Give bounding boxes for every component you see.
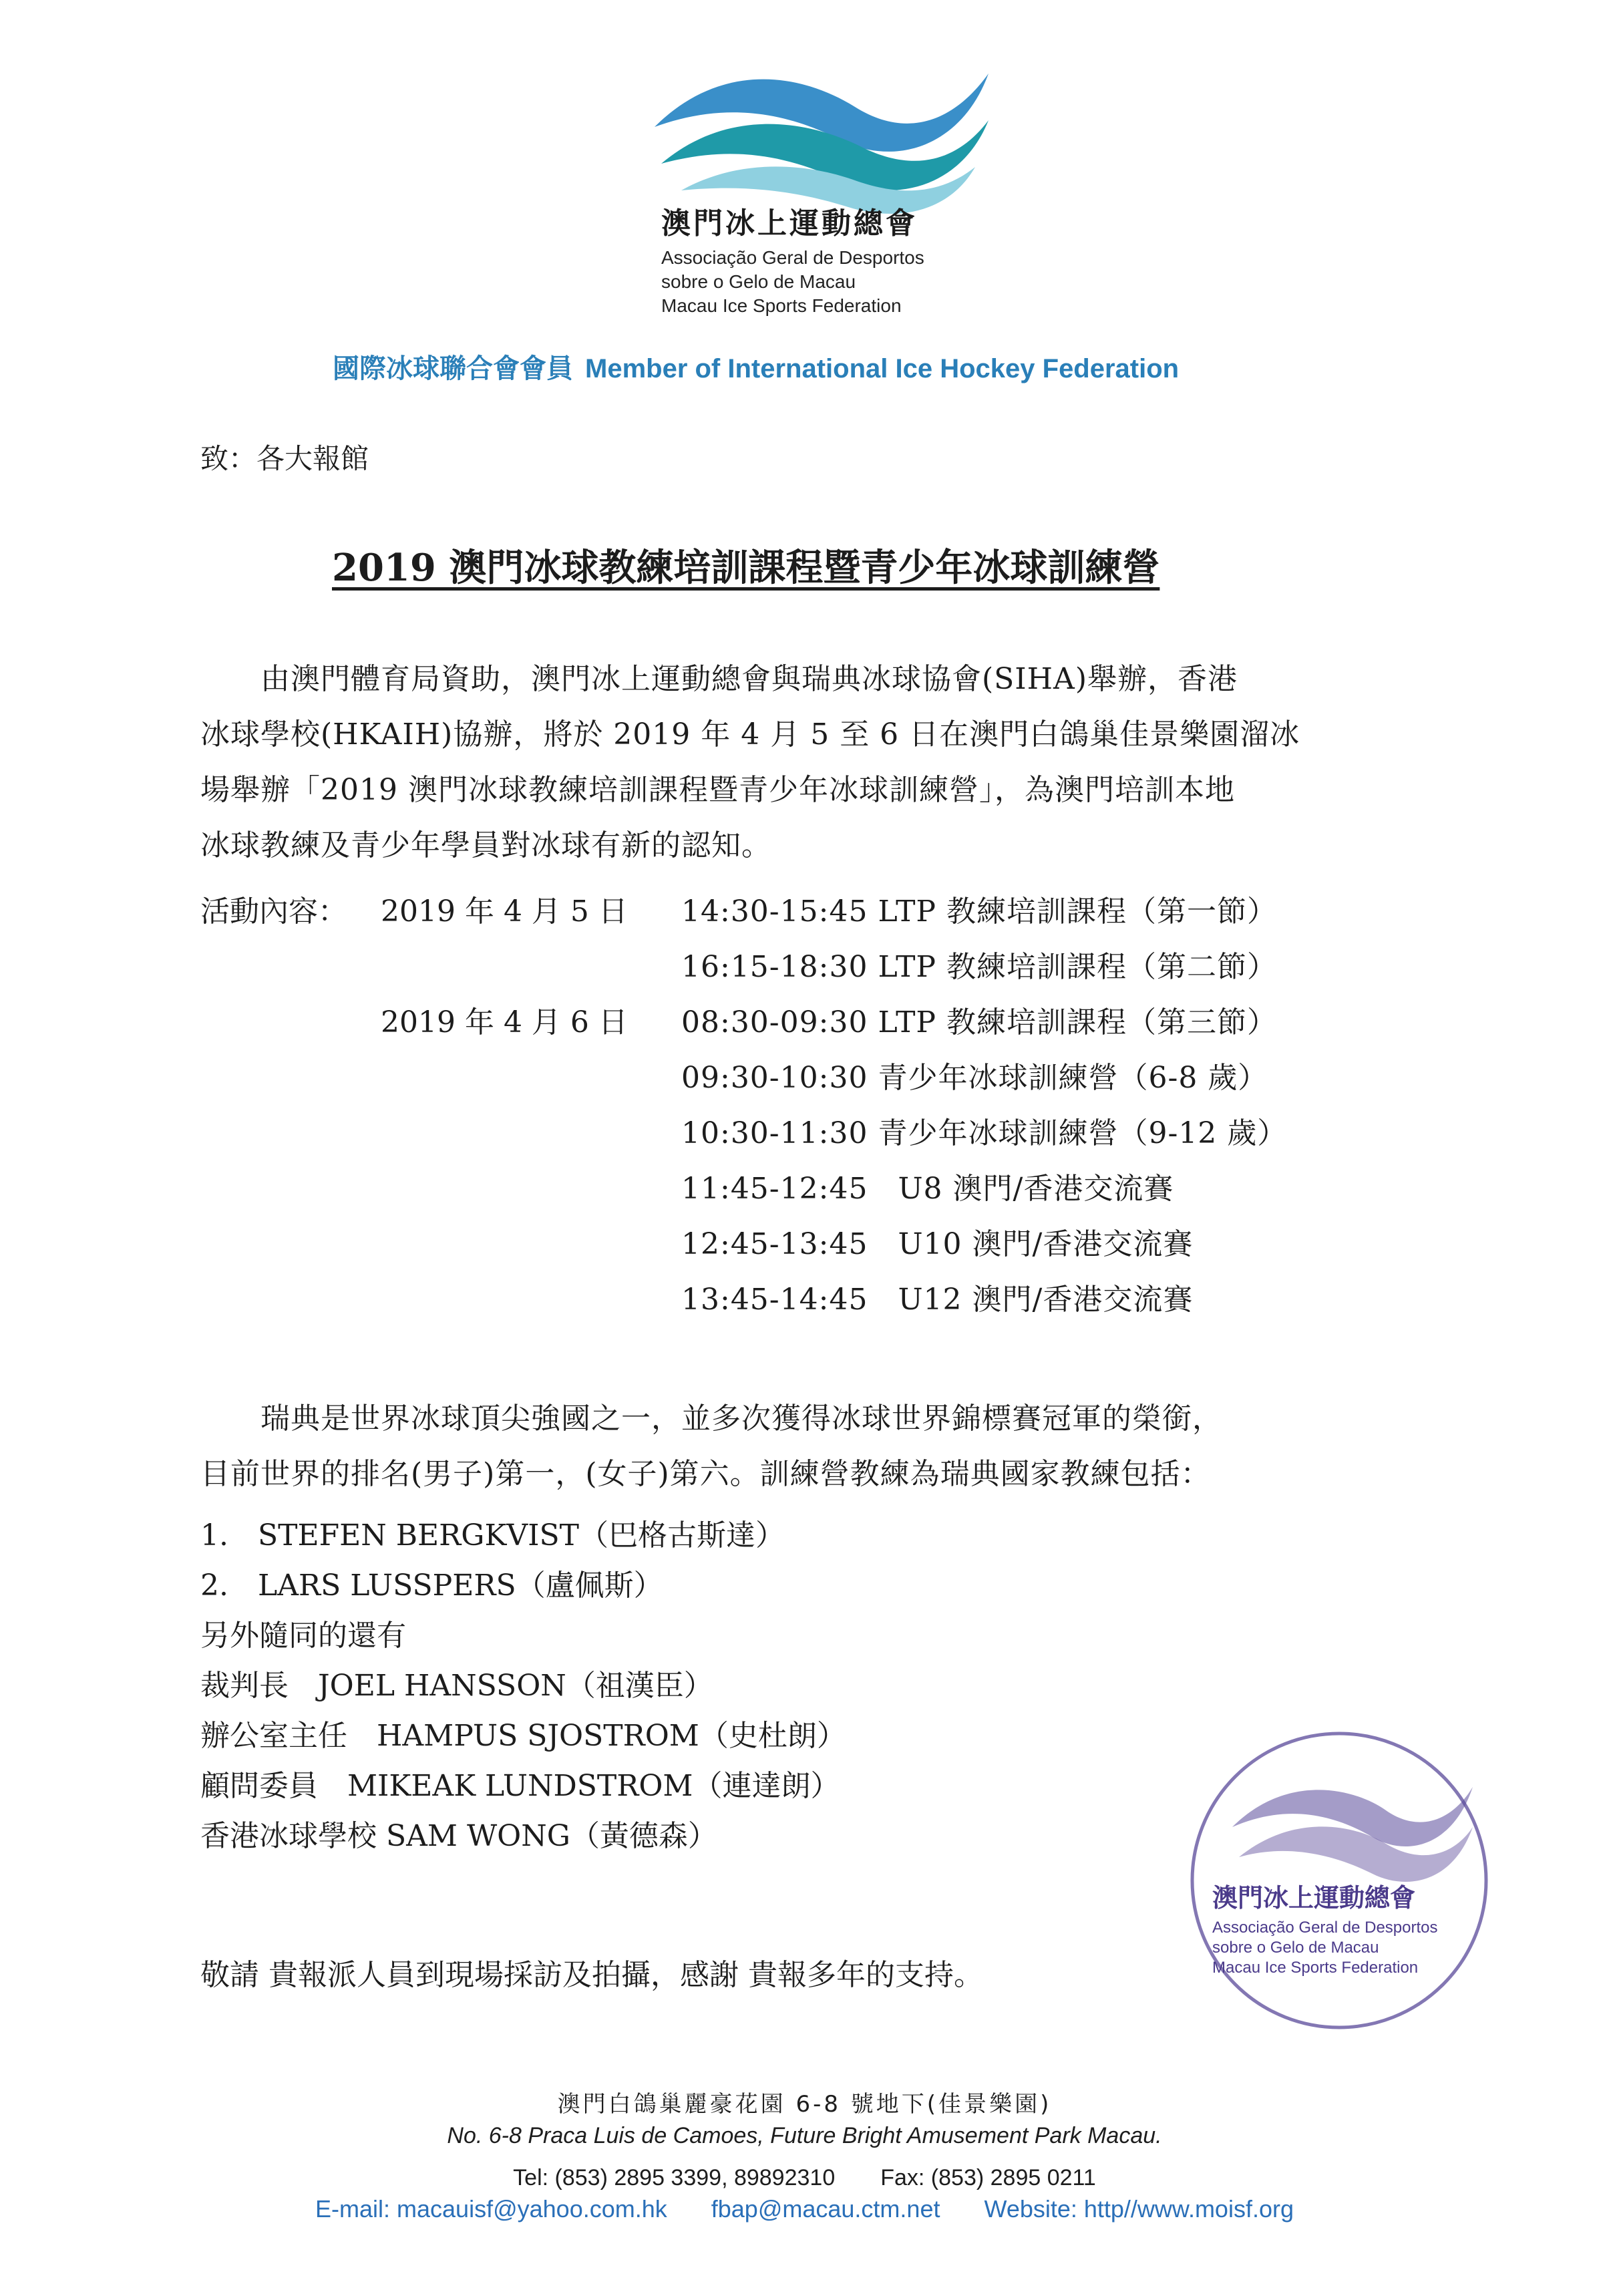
intro-line: 場舉辦「2019 澳門冰球教練培訓課程暨青少年冰球訓練營」，為澳門培訓本地	[200, 773, 1235, 807]
coach-item: 1. STEFEN BERGKVIST（巴格古斯達）	[200, 1518, 785, 1552]
schedule-item: 12:45-13:45 U10 澳門/香港交流賽	[681, 1227, 1194, 1261]
stamp-text	[1212, 1877, 1438, 1978]
footer-website-link[interactable]: Website: http//www.moisf.org	[984, 2195, 1294, 2223]
accompany-item: 香港冰球學校 SAM WONG（黃德森）	[200, 1819, 717, 1853]
footer-phone: Tel: (853) 2895 3399, 89892310 Fax: (853) 2895 0211	[513, 2165, 1096, 2190]
org-name-pt-line2: sobre o Gelo de Macau	[661, 271, 856, 292]
accompany-item: 裁判長 JOEL HANSSON（祖漢臣）	[200, 1669, 713, 1703]
membership-line	[333, 347, 1179, 385]
member-en: Member of International Ice Hockey Federation	[585, 354, 1180, 383]
letter-title: 2019 澳門冰球教練培訓課程暨青少年冰球訓練營	[332, 546, 1160, 590]
schedule-date: 2019 年 4 月 5 日	[381, 894, 628, 929]
org-name-zh: 澳門冰上運動總會	[661, 206, 918, 240]
schedule-item: 09:30-10:30 青少年冰球訓練營（6-8 歲）	[681, 1061, 1268, 1095]
sweden-line: 瑞典是世界冰球頂尖強國之一，並多次獲得冰球世界錦標賽冠軍的榮銜，	[200, 1402, 1222, 1436]
intro-paragraph	[200, 651, 1433, 873]
stamp-zh: 澳門冰上運動總會	[1212, 1883, 1416, 1913]
footer-email-link[interactable]: E-mail: macauisf@yahoo.com.hk	[315, 2195, 667, 2223]
accompany-item: 辦公室主任 HAMPUS SJOSTROM（史杜朗）	[200, 1719, 846, 1753]
schedule-item: 11:45-12:45 U8 澳門/香港交流賽	[681, 1172, 1174, 1206]
stamp-pt-line2: sobre o Gelo de Macau	[1212, 1939, 1379, 1957]
accompany-intro: 另外隨同的還有	[200, 1619, 406, 1653]
intro-line: 由澳門體育局資助，澳門冰上運動總會與瑞典冰球協會(SIHA)舉辦，香港	[200, 662, 1238, 696]
schedule-item: 08:30-09:30 LTP 教練培訓課程（第三節）	[681, 1005, 1278, 1039]
footer-email2-link[interactable]: fbap@macau.ctm.net	[711, 2195, 940, 2223]
sweden-paragraph	[200, 1391, 1433, 1502]
schedule-date: 2019 年 4 月 6 日	[381, 1005, 628, 1039]
org-name-en: Macau Ice Sports Federation	[661, 295, 902, 316]
coach-item: 2. LARS LUSSPERS（盧佩斯）	[200, 1569, 663, 1603]
schedule-label: 活動內容：	[200, 894, 347, 929]
schedule-item: 14:30-15:45 LTP 教練培訓課程（第一節）	[681, 894, 1278, 929]
schedule-item: 10:30-11:30 青少年冰球訓練營（9-12 歲）	[681, 1116, 1288, 1150]
stamp-en: Macau Ice Sports Federation	[1212, 1959, 1419, 1977]
org-name-block	[661, 246, 924, 318]
footer-address-zh: 澳門白鴿巢麗豪花園 6-8 號地下(佳景樂園)	[557, 2091, 1052, 2118]
accompany-item: 顧問委員 MIKEAK LUNDSTROM（連達朗）	[200, 1769, 840, 1803]
stamp-pt-line1: Associação Geral de Desportos	[1212, 1919, 1438, 1937]
intro-line: 冰球學校(HKAIH)協辦，將於 2019 年 4 月 5 至 6 日在澳門白鴿巢佳景樂園溜冰	[200, 717, 1300, 752]
sweden-line: 目前世界的排名(男子)第一，(女子)第六。訓練營教練為瑞典國家教練包括：	[200, 1457, 1211, 1491]
schedule-item: 16:15-18:30 LTP 教練培訓課程（第二節）	[681, 950, 1278, 984]
footer-address-en: No. 6-8 Praca Luis de Camoes, Future Bright Amusement Park Macau.	[447, 2123, 1162, 2148]
intro-line: 冰球教練及青少年學員對冰球有新的認知。	[200, 828, 771, 862]
schedule-item: 13:45-14:45 U12 澳門/香港交流賽	[681, 1283, 1194, 1317]
member-zh: 國際冰球聯合會會員	[333, 353, 573, 384]
org-name-pt-line1: Associação Geral de Desportos	[661, 247, 924, 268]
footer-contacts	[0, 2195, 1609, 2223]
recipient: 致：各大報館	[200, 442, 369, 475]
closing-line: 敬請 貴報派人員到現場採訪及拍攝，感謝 貴報多年的支持。	[200, 1958, 983, 1992]
